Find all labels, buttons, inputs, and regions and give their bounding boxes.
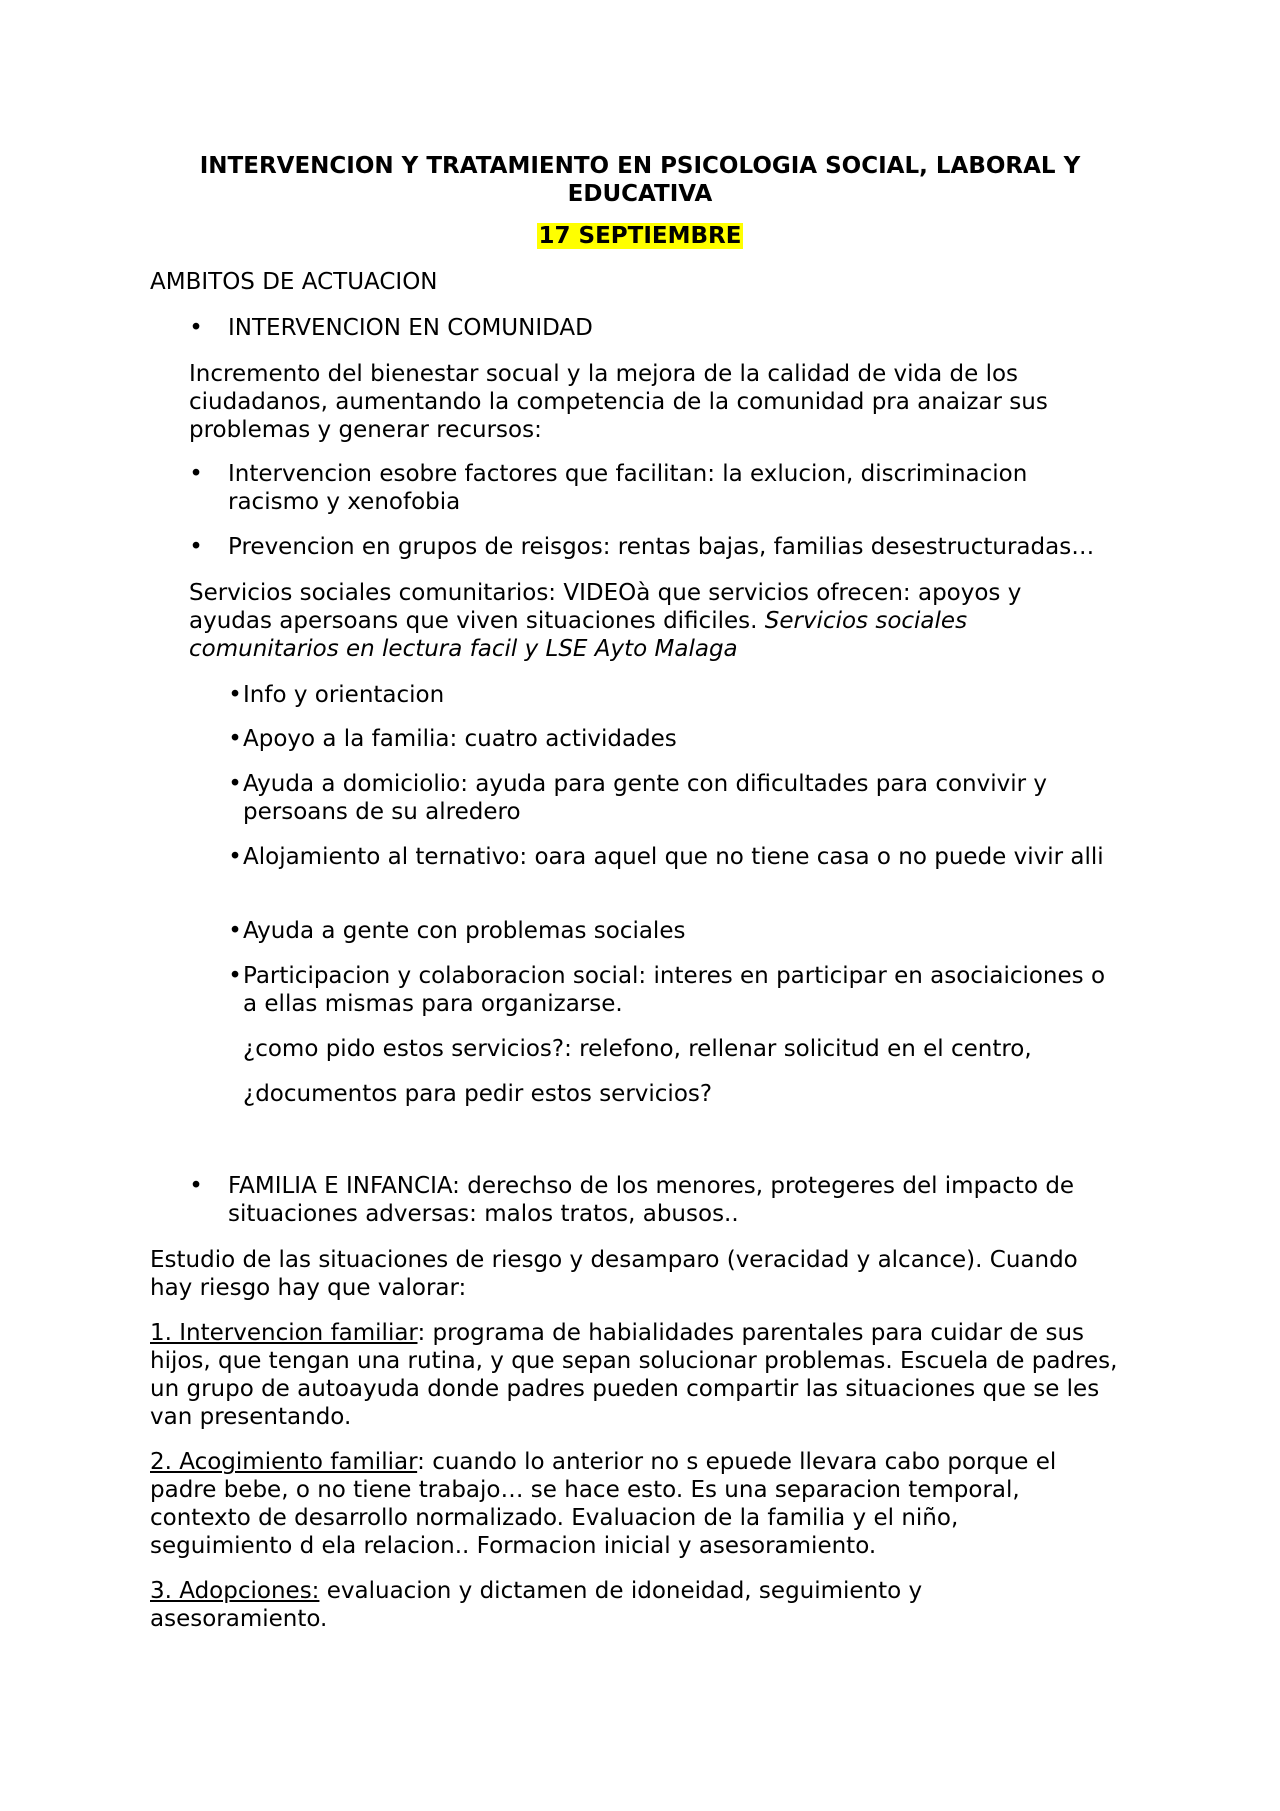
- sub-bullet-4: Alojamiento al ternativo: oara aquel que no tiene casa o no puede vivir alli: [243, 844, 1104, 870]
- sub-bullet-1: Info y orientacion: [243, 682, 445, 708]
- date-heading: [0, 222, 1280, 250]
- familia-item-2: [150, 1448, 1105, 1560]
- familia-item-3-label: 3. Adopciones:: [150, 1578, 320, 1604]
- bullet-marker: •: [228, 726, 242, 752]
- bullet-marker: •: [189, 1173, 203, 1199]
- bullet-marker: •: [189, 461, 203, 487]
- question-2: ¿documentos para pedir estos servicios?: [243, 1081, 713, 1107]
- sub-bullet-3: Ayuda a domiciolio: ayuda para gente con dificultades para convivir y persoans de su alredero: [243, 771, 1047, 825]
- familia-item-1: [150, 1319, 1125, 1431]
- familia-item-2-label: 2. Acogimiento familiar: [150, 1449, 418, 1475]
- bullet-marker: •: [228, 682, 242, 708]
- comunidad-bullet-1: Intervencion esobre factores que facilitan: la exlucion, discriminacion racismo y xenofobia: [228, 461, 1028, 515]
- familia-estudio: Estudio de las situaciones de riesgo y desamparo (veracidad y alcance). Cuando hay riesgo hay que valorar:: [150, 1247, 1078, 1301]
- bullet-marker: •: [189, 534, 203, 560]
- comunidad-heading: INTERVENCION EN COMUNIDAD: [228, 315, 593, 341]
- title-line-2: EDUCATIVA: [567, 181, 713, 207]
- servicios-text: Servicios sociales comunitarios: VIDEOà que servicios ofrecen: apoyos y ayudas apersoans que viven situaciones dificiles.: [189, 580, 1022, 634]
- sub-bullet-6: Participacion y colaboracion social: interes en participar en asociaiciones o a ellas mismas para organizarse.: [243, 963, 1106, 1017]
- title-line-1: INTERVENCION Y TRATAMIENTO EN PSICOLOGIA SOCIAL, LABORAL Y: [199, 153, 1081, 179]
- familia-item-1-label: 1. Intervencion familiar: [150, 1320, 418, 1346]
- familia-item-3-text: evaluacion y dictamen de idoneidad, seguimiento y asesoramiento.: [150, 1578, 923, 1632]
- sub-bullet-5: Ayuda a gente con problemas sociales: [243, 918, 686, 944]
- bullet-marker: •: [189, 315, 203, 341]
- bullet-marker: •: [228, 918, 242, 944]
- bullet-marker: •: [228, 771, 242, 797]
- date-highlight: 17 SEPTIEMBRE: [538, 223, 742, 249]
- sub-bullet-2: Apoyo a la familia: cuatro actividades: [243, 726, 677, 752]
- servicios-italic-reference: Servicios sociales comunitarios en lectura facil y LSE Ayto Malaga: [189, 608, 968, 662]
- familia-heading: FAMILIA E INFANCIA: derechso de los menores, protegeres del impacto de situaciones adversas: malos tratos, abusos..: [228, 1173, 1075, 1227]
- document-title: [150, 152, 1130, 208]
- comunidad-bullet-2: Prevencion en grupos de reisgos: rentas bajas, familias desestructuradas…: [228, 534, 1095, 560]
- comunidad-intro: Incremento del bienestar socual y la mejora de la calidad de vida de los ciudadanos, aumentando la competencia de la comunidad pra anaizar sus problemas y generar recursos:: [189, 361, 1048, 443]
- familia-item-1-text: : programa de habialidades parentales para cuidar de sus hijos, que tengan una rutina, y que sepan solucionar problemas. Escuela de padres, un grupo de autoayuda donde padres pueden compartir las situaciones que se les van presentando.: [150, 1320, 1118, 1430]
- question-1: ¿como pido estos servicios?: relefono, rellenar solicitud en el centro,: [243, 1036, 1032, 1062]
- familia-item-2-text: : cuando lo anterior no s epuede llevara cabo porque el padre bebe, o no tiene trabajo… se hace esto. Es una separacion temporal, contexto de desarrollo normalizado. Evaluacion de la familia y el niño, seguimiento d ela relacion.. Formacion inicial y asesoramiento.: [150, 1449, 1057, 1559]
- bullet-marker: •: [228, 963, 242, 989]
- servicios-paragraph: [189, 579, 1079, 663]
- bullet-marker: •: [228, 844, 242, 870]
- section-heading: AMBITOS DE ACTUACION: [150, 269, 438, 295]
- familia-item-3: [150, 1577, 990, 1633]
